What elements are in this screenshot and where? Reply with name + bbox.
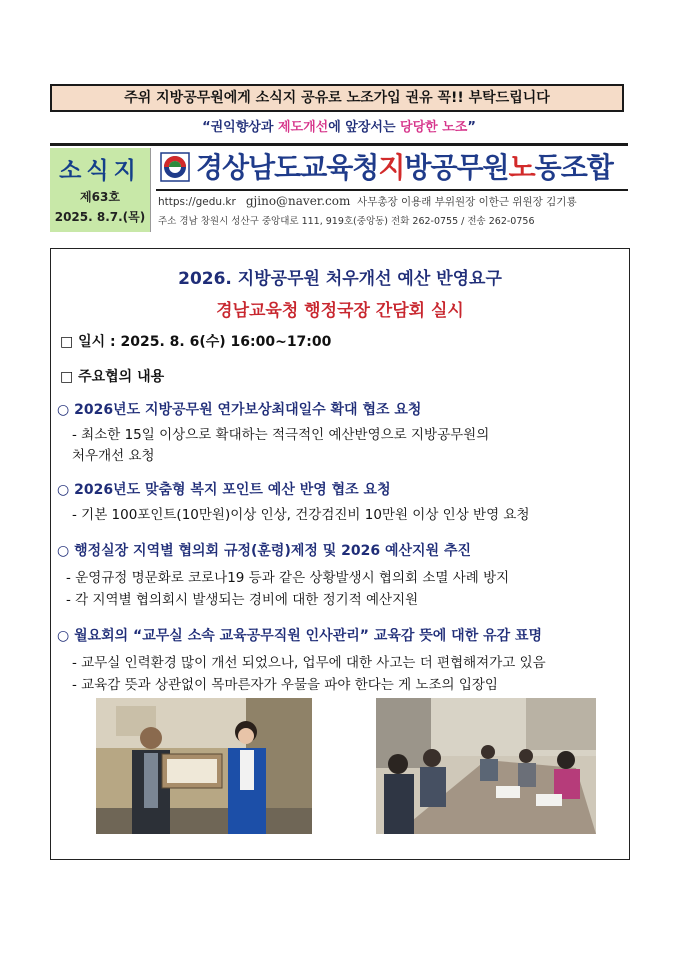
union-name-a: 경상남도교육청 [196,151,379,184]
officers: 사무총장 이용래 부위원장 이한근 위원장 김기룡 [357,196,577,208]
slogan-part3: 에 앞장서는 [328,120,401,135]
topic-detail: - 기본 100포인트(10만원)이상 인상, 건강검진비 10만원 이상 인상 반영 요청 [72,507,530,523]
article-headline: 2026. 지방공무원 처우개선 예산 반영요구 [178,269,502,289]
slogan-part5: ” [467,120,476,135]
article-subheadline: 경남교육청 행정국장 간담회 실시 [216,301,464,321]
topic-detail: - 최소한 15일 이상으로 확대하는 적극적인 예산반영으로 지방공무원의 [72,427,490,443]
topic-title-3: ○ 행정실장 지역별 협의회 규정(훈령)제정 및 2026 예산지원 추진 [57,543,472,559]
newsletter-issue: 제63호 [80,190,120,204]
slogan-part1: “권익향상과 [202,120,278,135]
photo-meeting [376,698,596,834]
meeting-date: □ 일시 : 2025. 8. 6(수) 16:00~17:00 [60,334,332,350]
topic-detail: 처우개선 요청 [72,448,155,464]
topic-detail: - 교무실 인력환경 많이 개선 되었으나, 업무에 대한 사고는 더 편협해져가고 있음 [72,655,546,671]
address-line: 주소 경남 창원시 성산구 중앙대로 111, 919호(중앙동) 전화 262-0755 / 전송 262-0756 [158,216,535,227]
website-link[interactable]: https://gedu.kr [158,196,236,208]
slogan-part2: 제도개선 [277,120,329,135]
union-name-d: 노 [508,151,535,184]
union-logo-icon [160,152,190,182]
union-name-b: 지 [378,151,405,184]
slogan-part4: 당당한 노조 [400,120,468,135]
header-rule-mid [156,189,628,191]
topic-title-2: ○ 2026년도 맞춤형 복지 포인트 예산 반영 협조 요청 [57,482,391,498]
topic-detail: - 교육감 뜻과 상관없이 목마른자가 우물을 파야 한다는 게 노조의 입장임 [72,677,498,693]
newsletter-badge [50,148,151,232]
union-name-e: 동조합 [534,151,613,184]
newsletter-date: 2025. 8.7.(목) [54,210,146,224]
newsletter-title: 소식지 [59,158,141,184]
slogan [0,120,678,136]
topic-detail: - 운영규정 명문화로 코로나19 등과 같은 상황발생시 협의회 소멸 사례 방지 [66,570,510,586]
union-name-c: 방공무원 [404,151,509,184]
topic-detail: - 각 지역별 협의회시 발생되는 경비에 대한 정기적 예산지원 [66,592,419,608]
union-name [196,146,613,186]
topic-title-4: ○ 월요회의 “교무실 소속 교육공무직원 인사관리” 교육감 뜻에 대한 유감 표명 [57,628,543,644]
photo-handover [96,698,312,834]
email-link[interactable]: gjino@naver.com [245,194,351,208]
topics-heading: □ 주요협의 내용 [60,369,165,385]
promo-banner: 주위 지방공무원에게 소식지 공유로 노조가입 권유 꼭!! 부탁드립니다 [50,84,624,112]
contact-line [158,194,577,209]
topic-title-1: ○ 2026년도 지방공무원 연가보상최대일수 확대 협조 요청 [57,402,422,418]
